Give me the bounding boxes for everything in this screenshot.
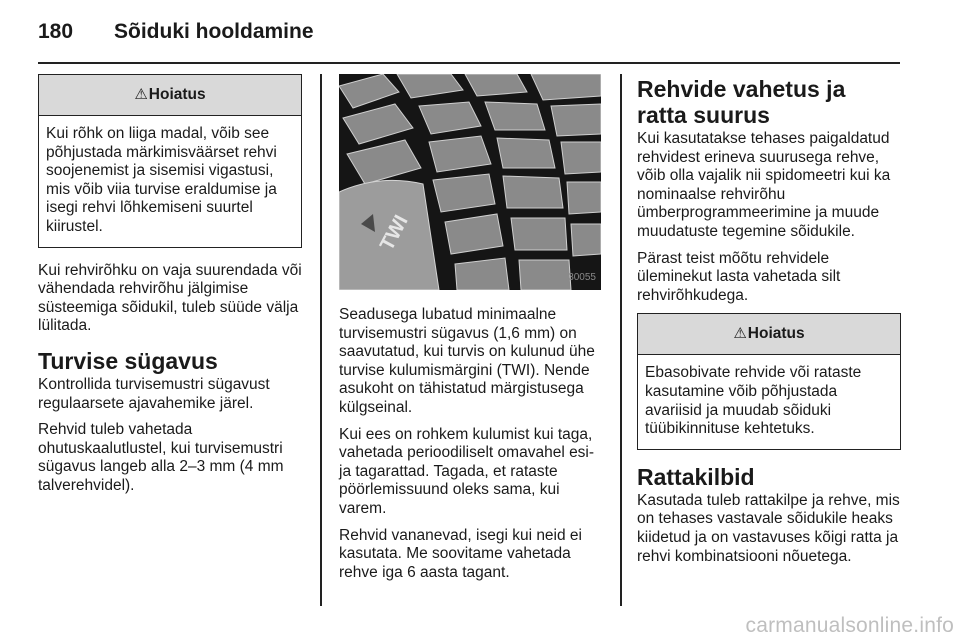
- twi-label: TWI: [375, 211, 413, 255]
- right-column: [637, 74, 901, 574]
- column-divider-right: [620, 74, 622, 606]
- warning-body: [39, 116, 301, 247]
- tread-figure: [339, 74, 601, 290]
- figure-number: 30055: [568, 272, 596, 284]
- warning-title: Hoiatus: [747, 325, 805, 343]
- chapter-title: Sõiduki hooldamine: [114, 20, 314, 43]
- paragraph-check: Kontrollida turvisemustri sügavust regulaarsete ajavahemike järel.: [38, 375, 270, 412]
- paragraph-wear: Kui ees on rohkem kulumist kui taga, vahetada perioodiliselt omavahel esi- ja tagarattad. Tagada, et rataste pöörlemissuund oleks sama, kui varem.: [339, 425, 595, 517]
- section-title-tire-change: Rehvide vahetus ja ratta suurus: [637, 76, 846, 128]
- warning-header: [39, 75, 301, 116]
- paragraph-pressure: Kui rehvirõhku on vaja suurendada või vähendada rehvirõhu jälgimise süsteemiga sõidukil, tuleb süüde välja lülitada.: [38, 261, 302, 335]
- tire-tread-image: [339, 74, 601, 290]
- warning-header: [638, 314, 900, 355]
- paragraph-replace: Rehvid tuleb vahetada ohutuskaalutlustel, kui turvisemustri sügavus langeb alla 2–3 mm (4 mm talverehvidel).: [38, 421, 284, 494]
- section-title-wheel-covers: Rattakilbid: [637, 463, 755, 490]
- paragraph-age: Rehvid vananevad, isegi kui neid ei kasutata. Me soovitame vahetada rehve iga 6 aasta tagant.: [339, 526, 582, 581]
- warning-title: Hoiatus: [148, 85, 206, 103]
- paragraph-size: Kui kasutatakse tehases paigaldatud rehvidest erineva suurusega rehve, võib olla vajalik nii spidomeetri kui ka nominaalse rehvirõhu ümberprogrammeerimine ja muude muudatuste tegemine sõidukile.: [637, 130, 891, 240]
- left-column: [38, 74, 302, 504]
- column-divider-left: [320, 74, 322, 606]
- middle-column: [339, 74, 603, 590]
- header-divider: [38, 62, 900, 64]
- warning-box: [637, 313, 901, 449]
- paragraph-legal-minimum: Seadusega lubatud minimaalne turvisemustri sügavus (1,6 mm) on saavutatud, kui turvis on kulunud ühe turvise kulumismärgini (TWI). Nende asukoht on tähistatud märgistusega külgseinal.: [339, 306, 595, 416]
- warning-text: Kui rõhk on liiga madal, võib see põhjustada märkimisväärset rehvi soojenemist ja sisemisi vigastusi, mis võib viia turvise eraldumise ja isegi rehvi lõhkemiseni suurtel kiirustel.: [46, 125, 277, 235]
- section-title-tread-depth: Turvise sügavus: [38, 347, 218, 374]
- warning-text: Ebasobivate rehvide või rataste kasutamine võib põhjustada avariisid ja muudab sõiduki tüübikinnituse kehtetuks.: [645, 364, 862, 438]
- page-number: 180: [38, 20, 74, 43]
- warning-triangle-icon: ⚠: [134, 85, 148, 103]
- paragraph-measure: Pärast teist mõõtu rehvidele üleminekut lasta vahetada silt rehvirõhkudega.: [637, 249, 841, 304]
- warning-body: [638, 355, 900, 448]
- watermark: carmanualsonline.info: [745, 614, 954, 637]
- page-header: [38, 10, 314, 54]
- warning-triangle-icon: ⚠: [733, 325, 747, 343]
- paragraph-wheel-covers: Kasutada tuleb rattakilpe ja rehve, mis on tehases vastavale sõidukile heaks kiidetud ja on vastavuses kõigi ratta ja rehvi kombinatsiooni nõuetega.: [637, 491, 900, 565]
- warning-box: [38, 74, 302, 248]
